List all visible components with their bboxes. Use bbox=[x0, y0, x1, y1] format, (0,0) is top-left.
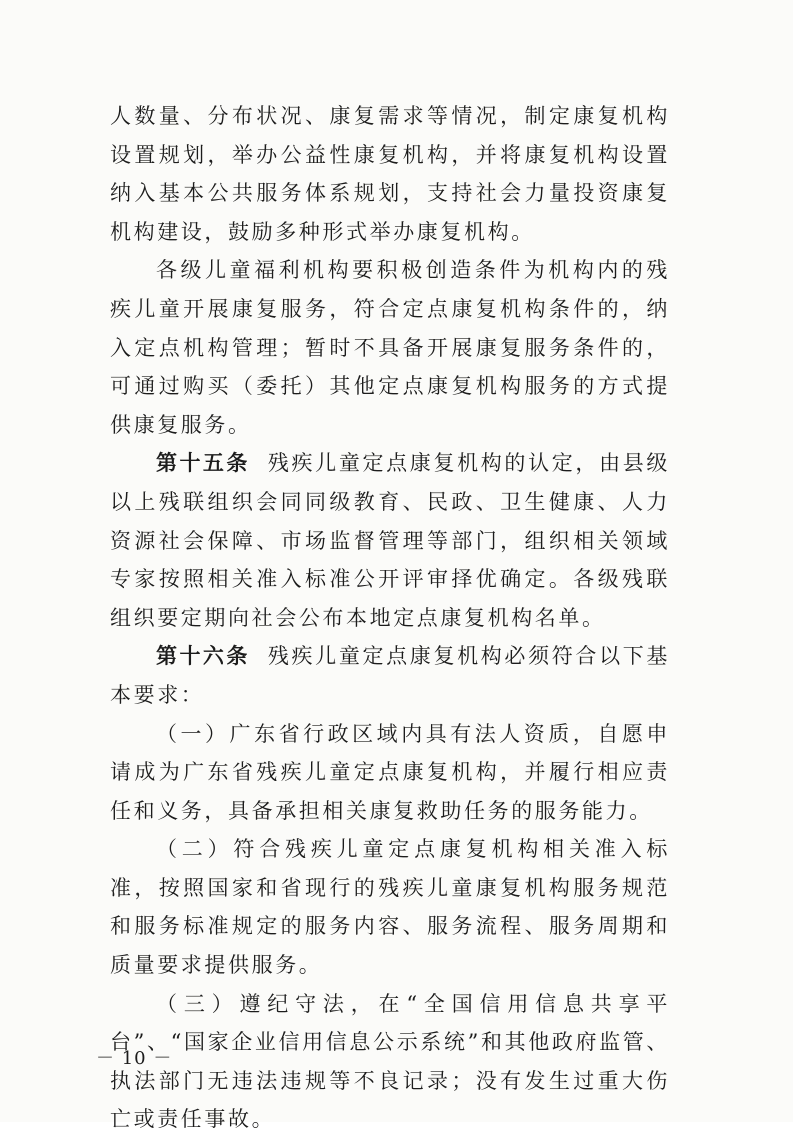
paragraph-text: 各级儿童福利机构要积极创造条件为机构内的残疾儿童开展康复服务，符合定点康复机构条件的，纳入定点机构管理；暂时不具备开展康复服务条件的，可通过购买（委托）其他定点康复机构服务的方式提供康复服务。 bbox=[110, 258, 670, 437]
article-15 bbox=[110, 444, 670, 637]
paragraph-text: 残疾儿童定点康复机构的认定，由县级以上残联组织会同同级教育、民政、卫生健康、人力资源社会保障、市场监督管理等部门，组织相关领域专家按照相关准入标准公开评审择优确定。各级残联组织要定期向社会公布本地定点康复机构名单。 bbox=[110, 451, 670, 630]
paragraph-text: （二）符合残疾儿童定点康复机构相关准入标准，按照国家和省现行的残疾儿童康复机构服务规范和服务标准规定的服务内容、服务流程、服务周期和质量要求提供服务。 bbox=[110, 837, 670, 978]
paragraph-text: （三）遵纪守法，在“全国信用信息共享平台”、“国家企业信用信息公示系统”和其他政府监管、执法部门无违法违规等不良记录；没有发生过重大伤亡或责任事故。 bbox=[110, 991, 670, 1132]
requirement-2 bbox=[110, 830, 670, 984]
paragraph-text: 人数量、分布状况、康复需求等情况，制定康复机构设置规划，举办公益性康复机构，并将康复机构设置纳入基本公共服务体系规划，支持社会力量投资康复机构建设，鼓励多种形式举办康复机构。 bbox=[110, 104, 670, 244]
document-body bbox=[110, 97, 670, 1139]
paragraph-2 bbox=[110, 251, 670, 444]
article-16 bbox=[110, 637, 670, 714]
article-heading: 第十六条 bbox=[156, 644, 250, 669]
paragraph-text: （一）广东省行政区域内具有法人资质，自愿申请成为广东省残疾儿童定点康复机构，并履行相应责任和义务，具备承担相关康复救助任务的服务能力。 bbox=[110, 721, 670, 823]
article-heading: 第十五条 bbox=[156, 451, 250, 476]
paragraph-text: 残疾儿童定点康复机构必须符合以下基本要求： bbox=[110, 644, 670, 707]
requirement-3 bbox=[110, 985, 670, 1139]
requirement-1 bbox=[110, 715, 670, 831]
page-number: － 10 － bbox=[96, 1048, 173, 1069]
paragraph-1 bbox=[110, 97, 670, 251]
